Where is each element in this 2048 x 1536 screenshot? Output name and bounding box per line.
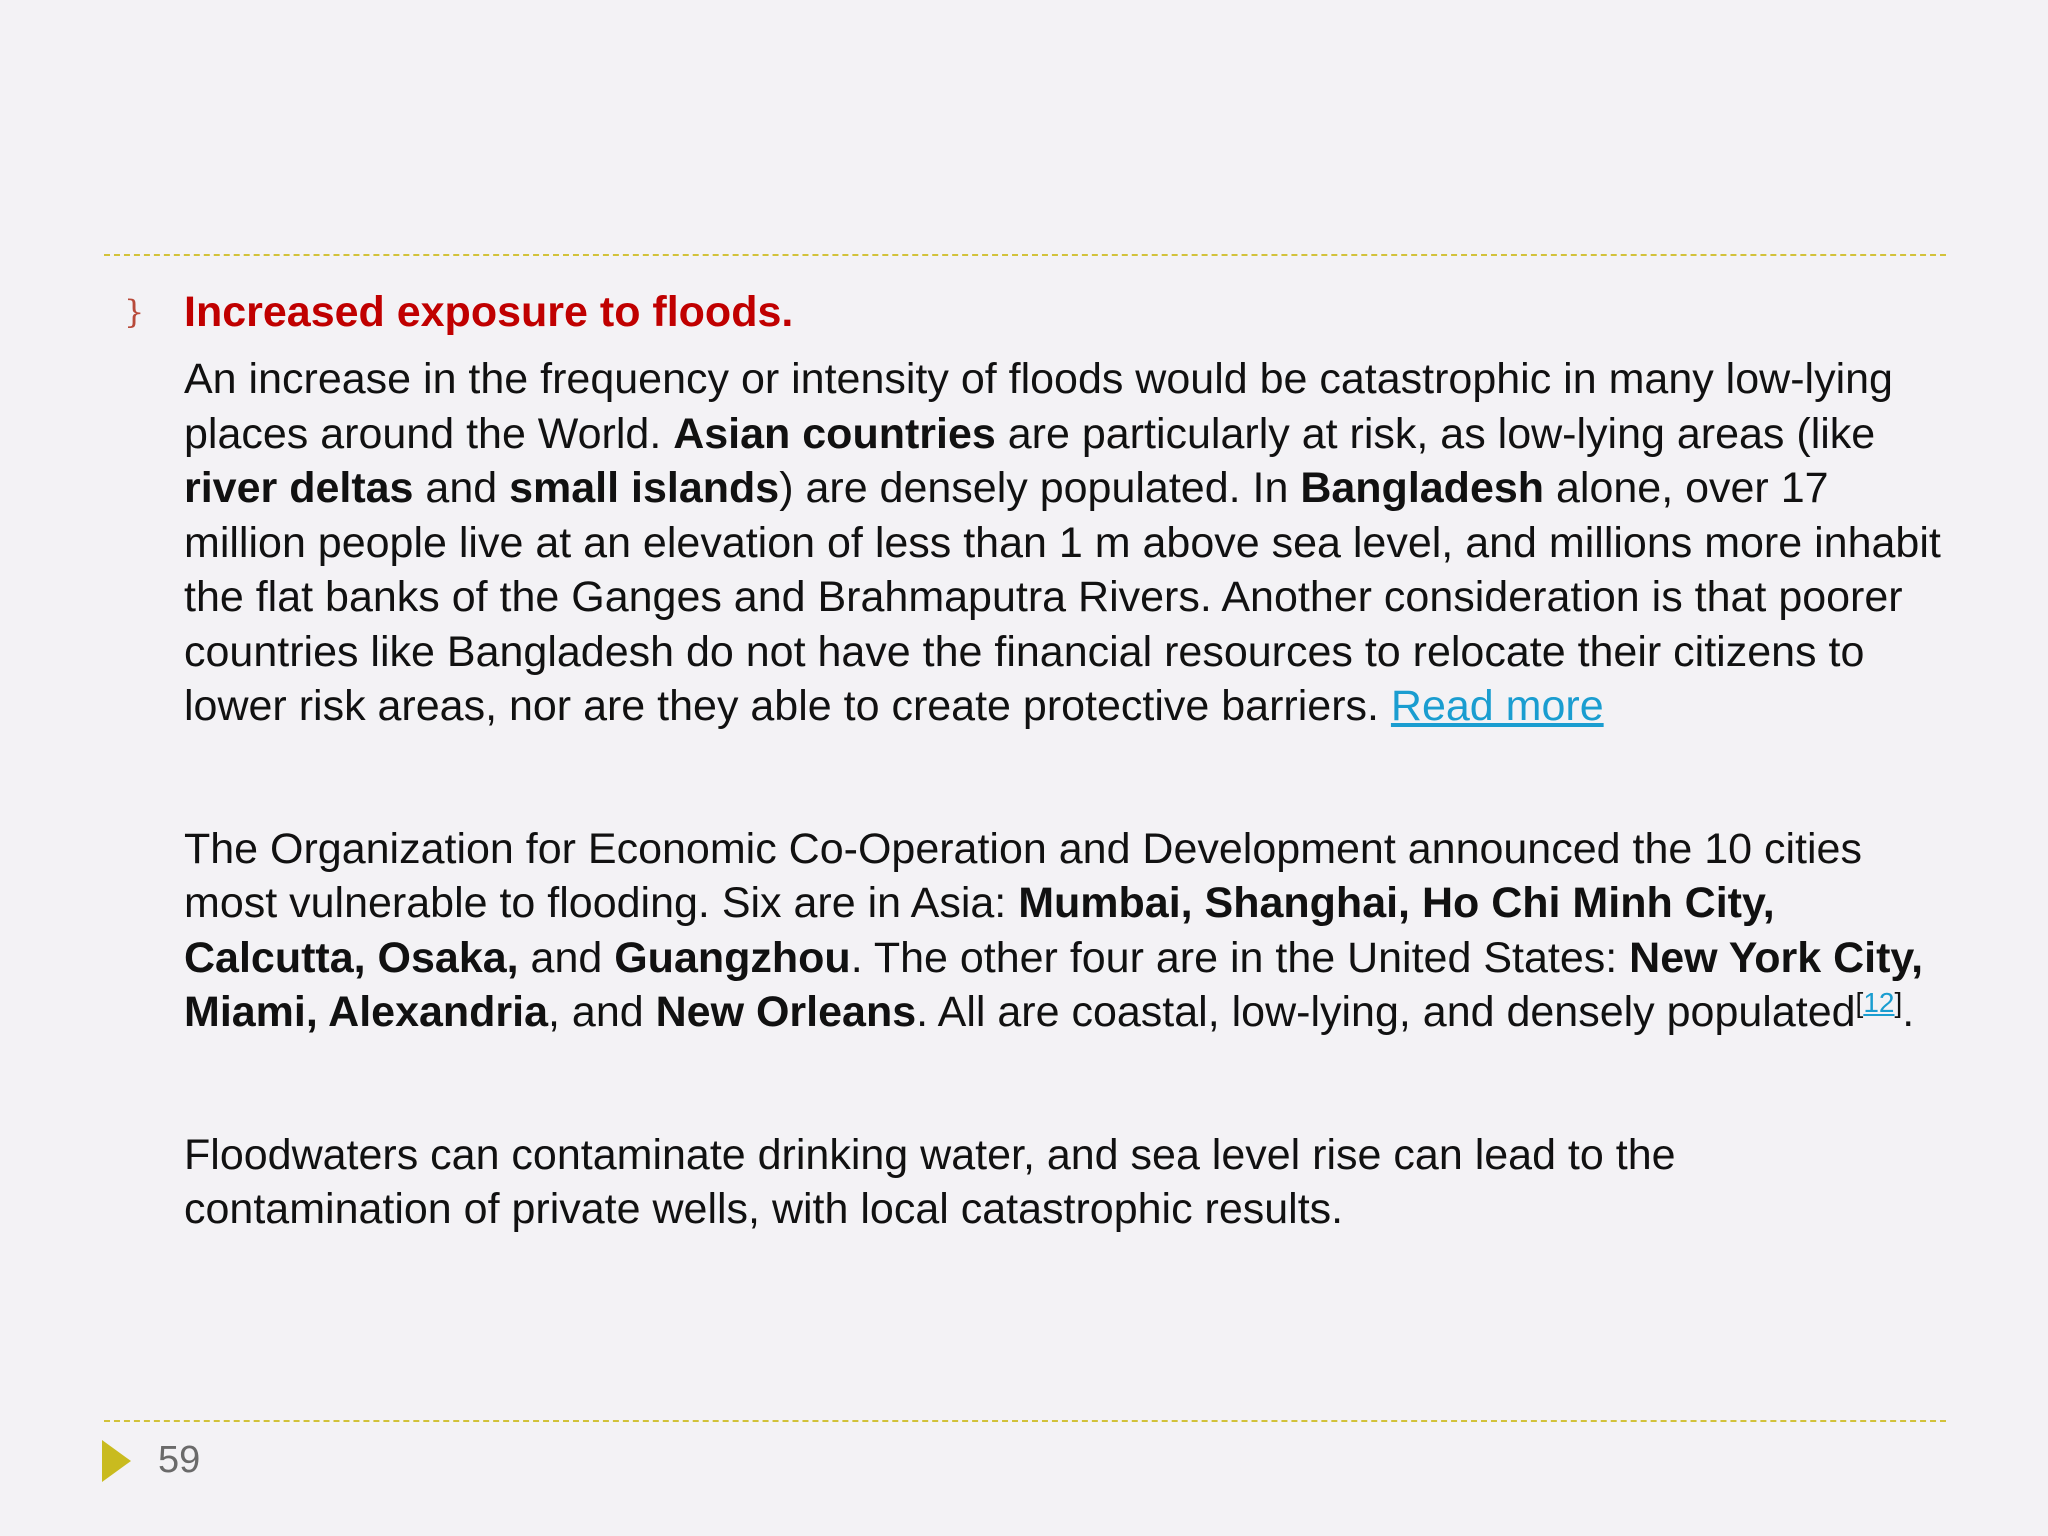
p2-text-6: . xyxy=(1902,988,1915,1036)
p1-bold-asian-countries: Asian countries xyxy=(673,409,996,458)
slide-heading: Increased exposure to floods. xyxy=(184,288,794,336)
p2-bold-guangzhou: Guangzhou xyxy=(614,933,851,982)
paragraph-contamination: Floodwaters can contaminate drinking water, and sea level rise can lead to the contamination of private wells, with local catastrophic results. xyxy=(184,1130,1676,1233)
bullet-icon: } xyxy=(124,293,145,331)
top-divider xyxy=(104,254,1946,256)
citation-link[interactable]: 12 xyxy=(1863,987,1895,1018)
citation-open-bracket: [ xyxy=(1855,987,1864,1018)
p1-bold-bangladesh: Bangladesh xyxy=(1300,464,1545,512)
p1-bold-river-deltas: river deltas xyxy=(184,464,414,512)
page-number: 59 xyxy=(158,1439,201,1481)
p1-text-1: An increase in the frequency or intensity of floods would be catastrophic in many low-lying places around the World. xyxy=(184,355,1893,458)
citation-reference xyxy=(1856,987,1903,1018)
p2-bold-us-cities: New York City, Miami, Alexandria xyxy=(184,933,1924,1036)
triangle-arrow-icon xyxy=(102,1440,131,1482)
p1-text-3: and xyxy=(413,464,510,512)
p2-text-3: . The other four are in the United States: xyxy=(850,933,1630,982)
p2-text-1: The Organization for Economic Co-Operation and Development announced the 10 cities most vulnerable to flooding. Six are in Asia: xyxy=(184,824,1862,927)
citation-close-bracket: ] xyxy=(1894,987,1903,1018)
p2-text-5: . All are coastal, low-lying, and densely populated xyxy=(916,988,1856,1036)
bottom-divider xyxy=(104,1420,1946,1422)
p1-text-5: alone, over 17 million people live at an elevation of less than 1 m above sea level, and millions more inhabit the flat banks of the Ganges and Brahmaputra Rivers. Another consideration is that poorer countries like Bangladesh do not have the financial resources to relocate their citizens to lower risk areas, nor are they able to create protective barriers. xyxy=(184,464,1941,730)
read-more-link[interactable]: Read more xyxy=(1390,682,1604,730)
p2-bold-asian-cities: Mumbai, Shanghai, Ho Chi Minh City, Calcutta, Osaka, xyxy=(184,879,1775,982)
p2-bold-new-orleans: New Orleans xyxy=(655,988,917,1036)
p1-bold-small-islands: small islands xyxy=(509,464,780,512)
slide-content xyxy=(124,284,1944,1237)
p2-text-2: and xyxy=(518,933,615,982)
p2-text-4: , and xyxy=(548,988,656,1036)
paragraph-floods-asia xyxy=(184,352,1944,734)
p1-text-2: are particularly at risk, as low-lying areas (like xyxy=(995,409,1876,458)
paragraph-vulnerable-cities xyxy=(184,822,1944,1040)
p1-text-4: ) are densely populated. In xyxy=(779,464,1301,512)
